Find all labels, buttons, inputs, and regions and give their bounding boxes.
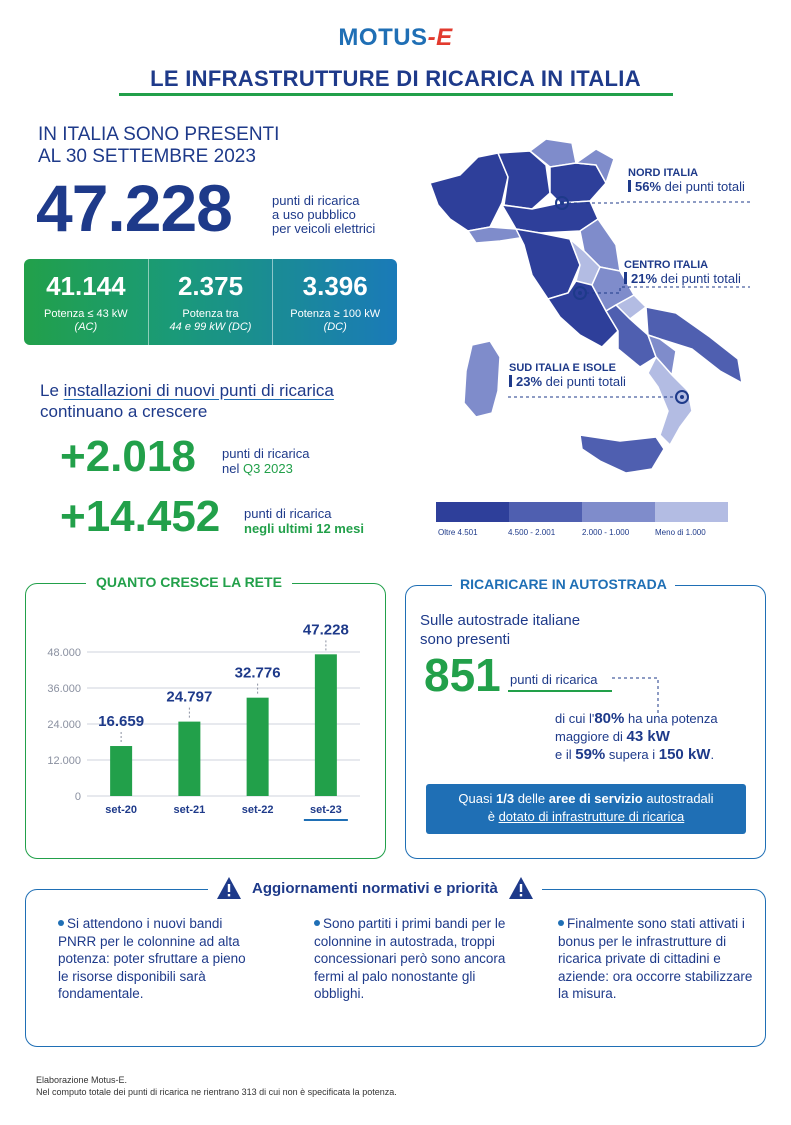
total-desc-line3: per veicoli elettrici [272, 221, 376, 236]
highway-banner: Quasi 1/3 delle aree di servizio autostradali è dotato di infrastrutture di ricarica [426, 784, 746, 834]
nord-pct: 56% [635, 179, 662, 194]
map-region-sardegna [464, 341, 500, 417]
footer-notes [36, 1074, 397, 1098]
highway-150kw: 150 kW [658, 746, 711, 763]
growth-12m-period: negli ultimi 12 mesi [244, 521, 364, 536]
updates-header [208, 876, 542, 900]
callout-centro-value [624, 271, 741, 286]
legend-swatch-3 [582, 502, 655, 522]
power-label: Potenza tra [182, 308, 239, 320]
power-value: 2.375 [177, 271, 244, 301]
map-region-sicilia [580, 435, 664, 473]
bullet-icon [58, 920, 64, 926]
bullet-icon [558, 920, 564, 926]
legend-label-2: 4.500 - 2.001 [508, 528, 556, 537]
y-tick-label: 12.000 [47, 755, 81, 767]
growth-12m-desc [244, 506, 364, 536]
power-cell-dc-mid [149, 259, 274, 345]
power-label: Potenza ≥ 100 kW [290, 308, 381, 320]
power-cell-dc-high [273, 259, 397, 345]
x-tick-label: set-20 [105, 804, 138, 816]
updates-title: Aggiornamenti normativi e priorità [252, 879, 498, 897]
y-tick-label: 48.000 [47, 647, 81, 659]
growth-q3-desc1: punti di ricarica [222, 446, 310, 461]
power-breakdown-box [24, 259, 397, 345]
growth-intro-line2: continuano a crescere [40, 402, 208, 421]
hero-intro-line2: AL 30 SETTEMBRE 2023 [38, 146, 256, 167]
callout-nord [628, 167, 745, 194]
power-unit: (DC) [323, 321, 347, 333]
map-legend [436, 502, 728, 522]
highway-title: RICARICARE IN AUTOSTRADA [452, 576, 675, 592]
total-desc-line1: punti di ricarica [272, 193, 360, 208]
map-region-north-west [430, 153, 508, 231]
warning-icon [216, 876, 242, 900]
bar-set-21 [178, 722, 200, 796]
centro-pct: 21% [631, 271, 658, 286]
growth-bar-chart [25, 600, 386, 850]
x-tick-label: set-21 [173, 804, 206, 816]
total-charging-points: 47.228 [36, 171, 232, 245]
power-value: 3.396 [302, 271, 368, 301]
callout-sud-title: SUD ITALIA E ISOLE [509, 362, 616, 374]
bullet-icon [314, 920, 320, 926]
legend-swatch-4 [655, 502, 728, 522]
x-tick-label: set-22 [241, 804, 274, 816]
highway-intro [420, 611, 640, 649]
highway-count-label: punti di ricarica [510, 672, 598, 687]
legend-label-3: 2.000 - 1.000 [582, 528, 630, 537]
power-label: Potenza ≤ 43 kW [43, 308, 128, 320]
sud-text: dei punti totali [542, 374, 626, 389]
hero-intro [38, 124, 318, 168]
page-title: LE INFRASTRUTTURE DI RICARICA IN ITALIA [150, 66, 641, 91]
centro-text: dei punti totali [657, 271, 741, 286]
y-tick-label: 36.000 [47, 683, 81, 695]
highway-intro-line2: sono presenti [420, 631, 511, 648]
callout-centro-title: CENTRO ITALIA [624, 259, 709, 271]
highway-count: 851 [424, 649, 501, 701]
callout-sud [509, 362, 626, 389]
legend-swatch-2 [509, 502, 582, 522]
highway-43kw: 43 kW [626, 728, 670, 745]
highway-count-underline [508, 690, 612, 692]
power-unit: (AC) [74, 321, 98, 333]
callout-nord-title: NORD ITALIA [628, 167, 699, 179]
sud-pct: 23% [516, 374, 543, 389]
total-description [272, 194, 402, 236]
chart-title: QUANTO CRESCE LA RETE [86, 574, 292, 590]
x-tick-label: set-23 [309, 804, 342, 816]
growth-12m-desc1: punti di ricarica [244, 506, 332, 521]
total-desc-line2: a uso pubblico [272, 207, 356, 222]
legend-label-1: Oltre 4.501 [438, 528, 478, 537]
y-tick-label: 0 [74, 791, 81, 803]
y-tick-label: 24.000 [47, 719, 81, 731]
growth-intro-pre: Le [40, 381, 64, 400]
bar-set-20 [110, 746, 132, 796]
growth-q3-desc [222, 446, 309, 476]
update-text: Si attendono i nuovi bandi PNRR per le colonnine ad alta potenza: poter sfruttare a pieno le risorse disponibili sarà fondamentale. [58, 916, 246, 1001]
growth-q3-period: Q3 2023 [242, 461, 293, 476]
callout-nord-value [628, 179, 745, 194]
value-label: 32.776 [234, 664, 281, 682]
footer-line2: Nel computo totale dei punti di ricarica ne rientrano 313 di cui non è specificata la potenza. [36, 1087, 397, 1097]
legend-label-4: Meno di 1.000 [655, 528, 706, 537]
callout-sud-value [509, 374, 626, 389]
power-cell-ac [24, 259, 149, 345]
warning-icon [508, 876, 534, 900]
value-label: 24.797 [166, 688, 213, 706]
hero-intro-line1: IN ITALIA SONO PRESENTI [38, 124, 280, 145]
highway-pct-80: 80% [594, 710, 625, 727]
footer-line1: Elaborazione Motus-E. [36, 1075, 128, 1085]
growth-q3-desc2-pre: nel [222, 461, 243, 476]
growth-intro [40, 380, 400, 422]
update-text: Sono partiti i primi bandi per le colonnine in autostrada, troppi concessionari però sono ancora fermi al palo nonostante gli obblighi. [314, 916, 506, 1001]
value-label: 47.228 [302, 621, 349, 639]
power-unit: 44 e 99 kW (DC) [169, 321, 252, 333]
power-value: 41.144 [46, 271, 126, 301]
bar-set-22 [247, 698, 269, 796]
value-label: 16.659 [98, 713, 145, 731]
update-item-3 [558, 915, 758, 1003]
growth-intro-underlined: installazioni di nuovi punti di ricarica [63, 381, 334, 400]
update-text: Finalmente sono stati attivati i bonus per le infrastrutture di ricarica private di cittadini e aziende: ora occorre stabilizzare la misura. [558, 916, 753, 1001]
growth-q3-value: +2.018 [60, 432, 196, 481]
highway-intro-line1: Sulle autostrade italiane [420, 612, 581, 629]
growth-12m-value: +14.452 [60, 492, 221, 541]
callout-centro [624, 259, 741, 286]
motus-e-logo: MOTUS-E [338, 24, 453, 51]
highway-detail: di cui l'80% ha una potenza maggiore di 43 kW e il 59% supera i 150 kW. [555, 710, 718, 763]
update-item-2 [314, 915, 514, 1003]
nord-text: dei punti totali [661, 179, 745, 194]
bar-set-23 [315, 654, 337, 796]
update-item-1 [58, 915, 258, 1003]
highway-pct-59: 59% [575, 746, 606, 763]
title-underline [119, 93, 673, 96]
legend-swatch-1 [436, 502, 509, 522]
